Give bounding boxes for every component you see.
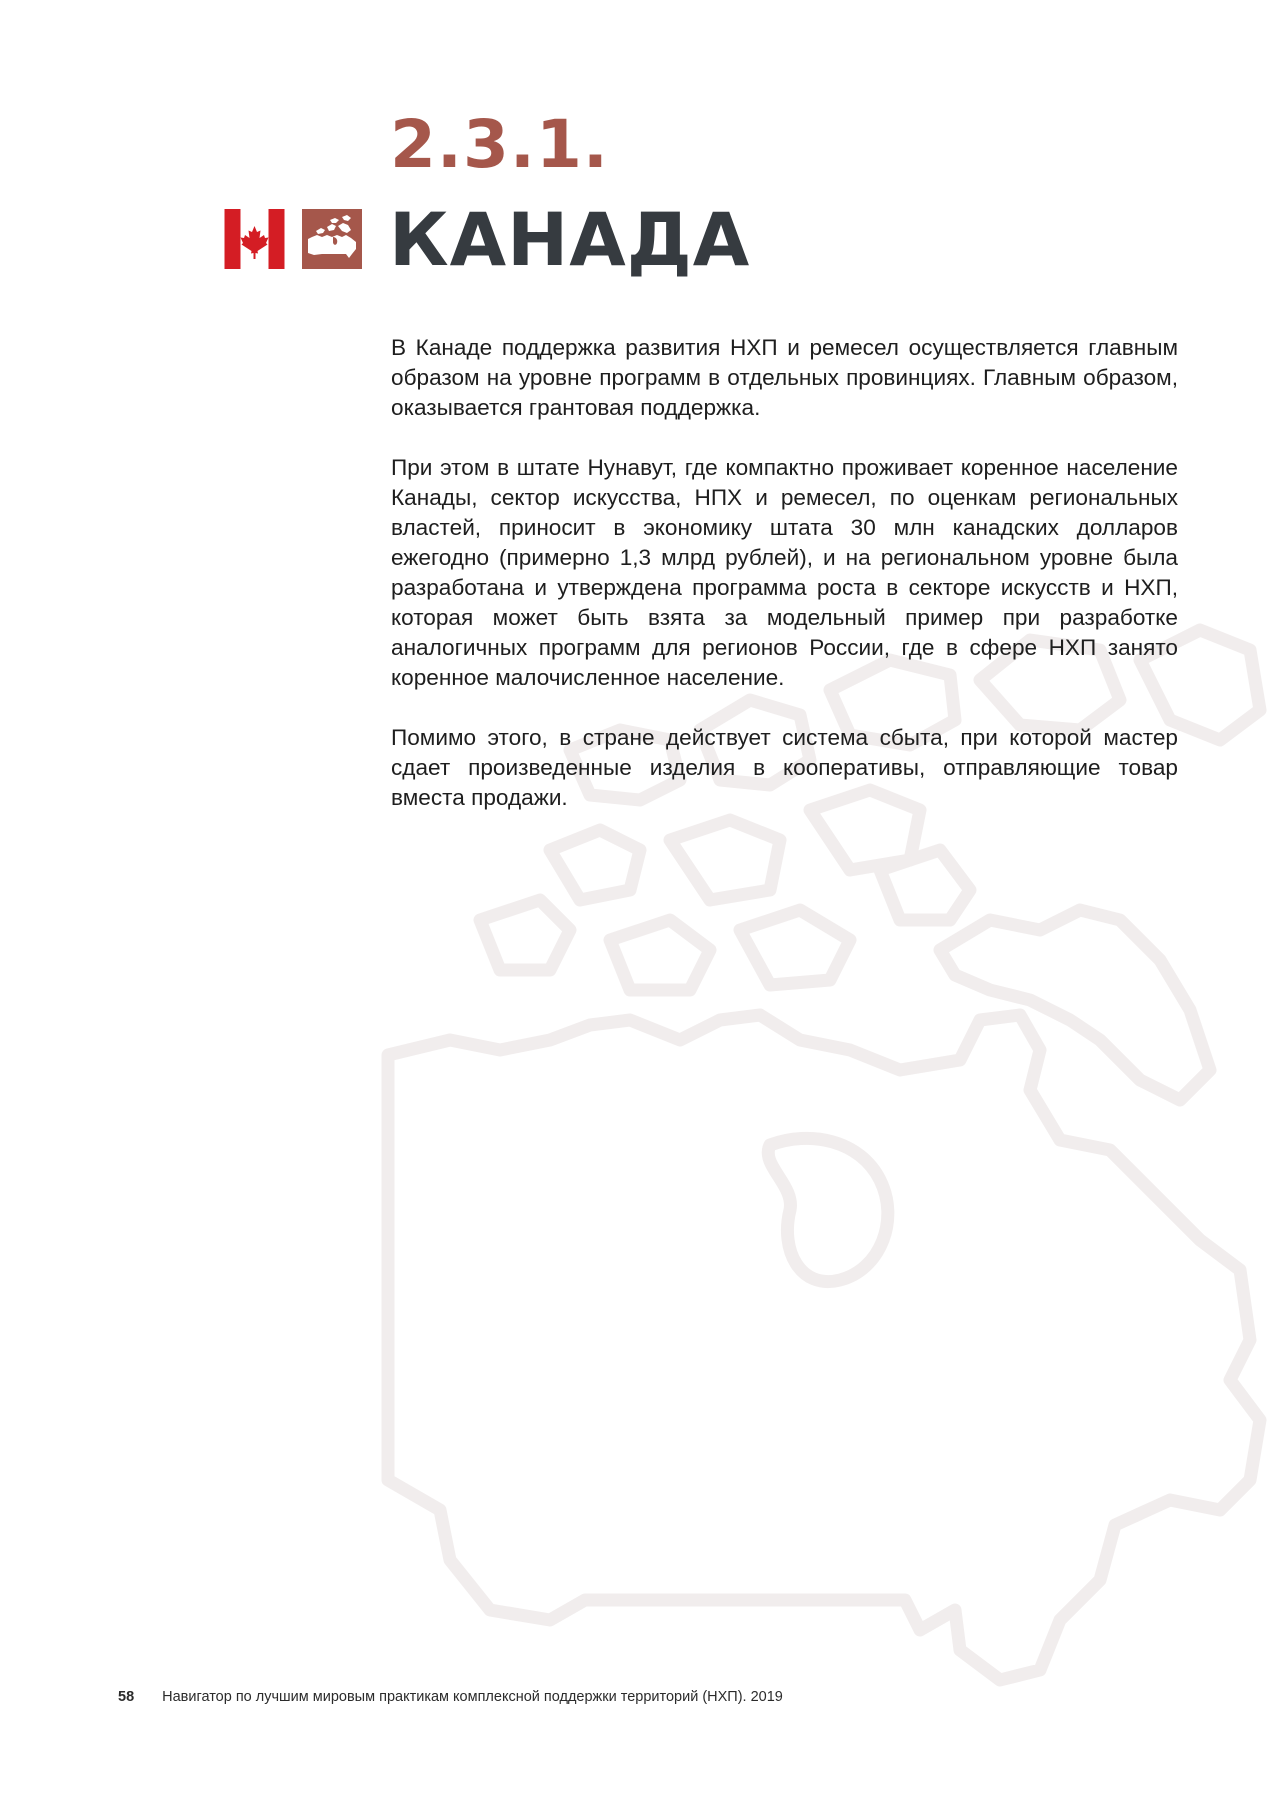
- paragraph: В Канаде поддержка развития НХП и ремесел осуществляется главным образом на уровне программ в отдельных провинциях. Главным образом, оказывается грантовая поддержка.: [391, 335, 1178, 420]
- watermark-island-11: [740, 910, 850, 985]
- watermark-mainland-outline: [388, 1015, 1260, 1680]
- watermark-baffin-island: [940, 910, 1210, 1100]
- page-title: КАНАДА: [389, 198, 751, 283]
- watermark-island-10: [610, 920, 710, 990]
- watermark-hudson-bay: [768, 1138, 888, 1281]
- footer: [118, 1689, 783, 1705]
- paragraph: Помимо этого, в стране действует система сбыта, при которой мастер сдает произведенные изделия в кооперативы, отправляющие товар вместа продажи.: [391, 725, 1178, 810]
- canada-map-icon: [302, 209, 362, 269]
- page-number: 58: [118, 1689, 135, 1705]
- body-text: [391, 333, 1178, 843]
- watermark-island-9: [480, 900, 570, 970]
- section-number: 2.3.1.: [390, 106, 609, 183]
- canada-flag-icon: [224, 209, 285, 269]
- footer-text: Навигатор по лучшим мировым практикам комплексной поддержки территорий (НХП). 2019: [162, 1689, 783, 1705]
- watermark-island-12: [880, 850, 970, 920]
- paragraph: При этом в штате Нунавут, где компактно проживает коренное население Канады, сектор искусства, НПХ и ремесел, по оценкам региональных властей, приносит в экономику штата 30 млн канадских долларов ежегодно (примерно 1,3 млрд рублей), и на региональном уровне была разработана и утверждена программа роста в секторе искусств и НХП, которая может быть взята за модельный пример при разработке аналогичных программ для регионов России, где в сфере НХП занято коренное малочисленное население.: [391, 455, 1178, 690]
